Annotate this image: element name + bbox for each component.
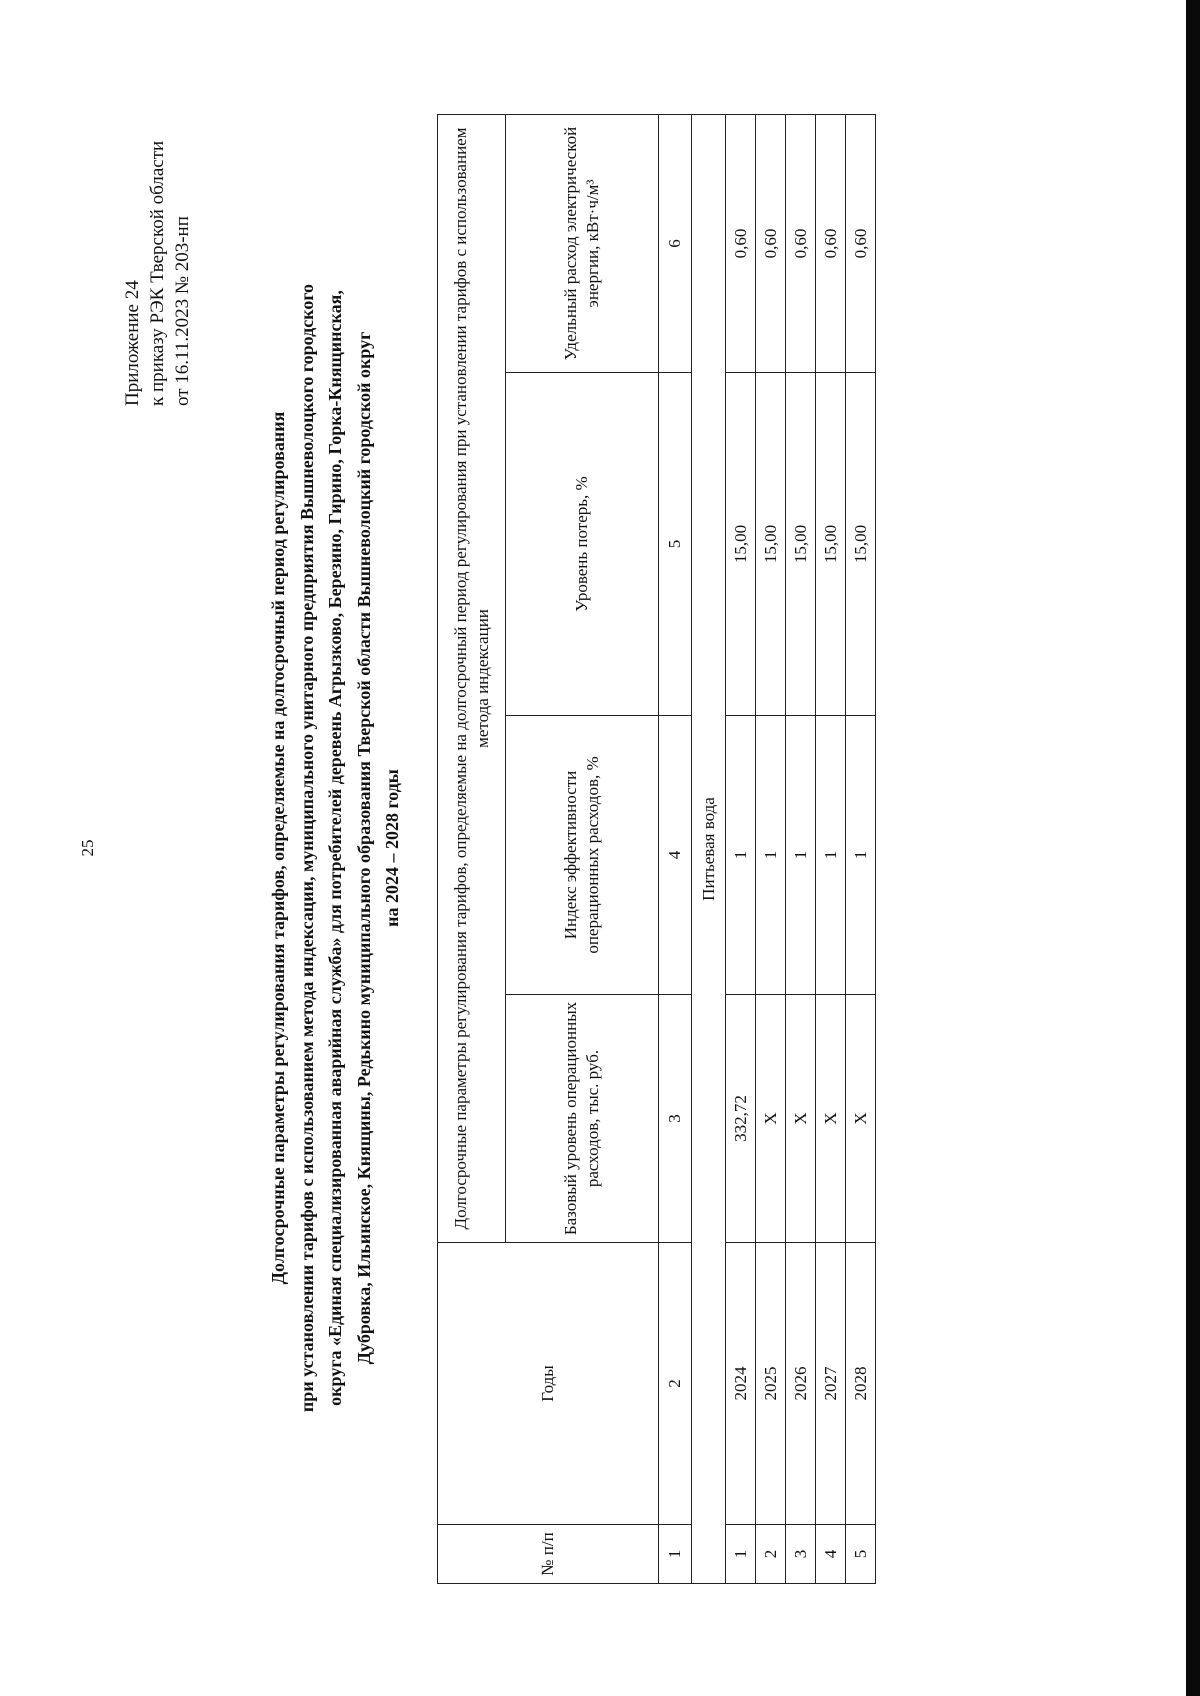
appendix-line-1: Приложение 24 <box>122 280 143 406</box>
table-row <box>816 115 846 1584</box>
row-base-level: Х <box>816 995 846 1243</box>
header-num: № п/п <box>438 1525 659 1584</box>
column-number-row <box>659 115 692 1584</box>
title-line-3: округа «Единая специализированная аварийная служба» для потребителей деревень Агрызково, Березино, Гирино, Горка-Княщинская, <box>325 290 345 1406</box>
row-loss-level: 15,00 <box>726 373 756 716</box>
row-efficiency-index: 1 <box>726 716 756 995</box>
column-number: 3 <box>659 995 692 1243</box>
page-number: 25 <box>78 839 97 857</box>
appendix-line-2: к приказу РЭК Тверской области <box>147 140 168 406</box>
row-year: 2027 <box>816 1243 846 1525</box>
row-specific-consumption: 0,60 <box>846 115 876 373</box>
row-loss-level: 15,00 <box>846 373 876 716</box>
row-specific-consumption: 0,60 <box>756 115 786 373</box>
title-line-4: Дубровка, Ильинское, Княщины, Редькино муниципального образования Тверской области Вышневолоцкий городской округ <box>353 331 374 1365</box>
title-line-1: Долгосрочные параметры регулирования тарифов, определяемые на долгосрочный период регулирования <box>268 411 288 1285</box>
section-title: Питьевая вода <box>692 115 726 1584</box>
row-loss-level: 15,00 <box>786 373 816 716</box>
row-specific-consumption: 0,60 <box>786 115 816 373</box>
row-base-level: Х <box>786 995 816 1243</box>
column-number: 4 <box>659 716 692 995</box>
row-efficiency-index: 1 <box>756 716 786 995</box>
row-base-level: 332,72 <box>726 995 756 1243</box>
row-specific-consumption: 0,60 <box>816 115 846 373</box>
column-number: 6 <box>659 115 692 373</box>
row-efficiency-index: 1 <box>816 716 846 995</box>
header-group: Долгосрочные параметры регулирования тарифов, определяемые на долгосрочный период регулирования при установлении тарифов с использованием метода индексации <box>438 115 506 1243</box>
document-title <box>264 60 407 1636</box>
table-row <box>756 115 786 1584</box>
header-loss-level: Уровень потерь, % <box>506 373 659 716</box>
row-num: 5 <box>846 1525 876 1584</box>
column-number: 5 <box>659 373 692 716</box>
row-specific-consumption: 0,60 <box>726 115 756 373</box>
row-num: 1 <box>726 1525 756 1584</box>
row-efficiency-index: 1 <box>786 716 816 995</box>
row-efficiency-index: 1 <box>846 716 876 995</box>
row-num: 4 <box>816 1525 846 1584</box>
appendix-line-3: от 16.11.2023 № 203-нп <box>172 216 193 406</box>
column-number: 2 <box>659 1243 692 1525</box>
parameters-table <box>437 114 876 1584</box>
title-line-2: при установлении тарифов с использованием метода индексации, муниципального унитарного предприятия Вышневолоцкого городского <box>296 283 317 1413</box>
row-year: 2026 <box>786 1243 816 1525</box>
row-loss-level: 15,00 <box>756 373 786 716</box>
table-row <box>786 115 816 1584</box>
header-specific-consumption: Удельный расход электрической энергии, кВт·ч/м³ <box>506 115 659 373</box>
header-years: Годы <box>438 1243 659 1525</box>
row-year: 2025 <box>756 1243 786 1525</box>
row-loss-level: 15,00 <box>816 373 846 716</box>
row-base-level: Х <box>846 995 876 1243</box>
column-number: 1 <box>659 1525 692 1584</box>
table-row <box>846 115 876 1584</box>
table-row <box>726 115 756 1584</box>
section-row <box>692 115 726 1584</box>
row-base-level: Х <box>756 995 786 1243</box>
row-num: 2 <box>756 1525 786 1584</box>
header-base-level: Базовый уровень операционных расходов, тыс. руб. <box>506 995 659 1243</box>
row-year: 2024 <box>726 1243 756 1525</box>
row-year: 2028 <box>846 1243 876 1525</box>
row-num: 3 <box>786 1525 816 1584</box>
appendix-reference <box>120 141 195 406</box>
header-row-1 <box>438 115 506 1584</box>
header-efficiency-index: Индекс эффективности операционных расходов, % <box>506 716 659 995</box>
title-line-5: на 2024 – 2028 годы <box>382 769 402 927</box>
